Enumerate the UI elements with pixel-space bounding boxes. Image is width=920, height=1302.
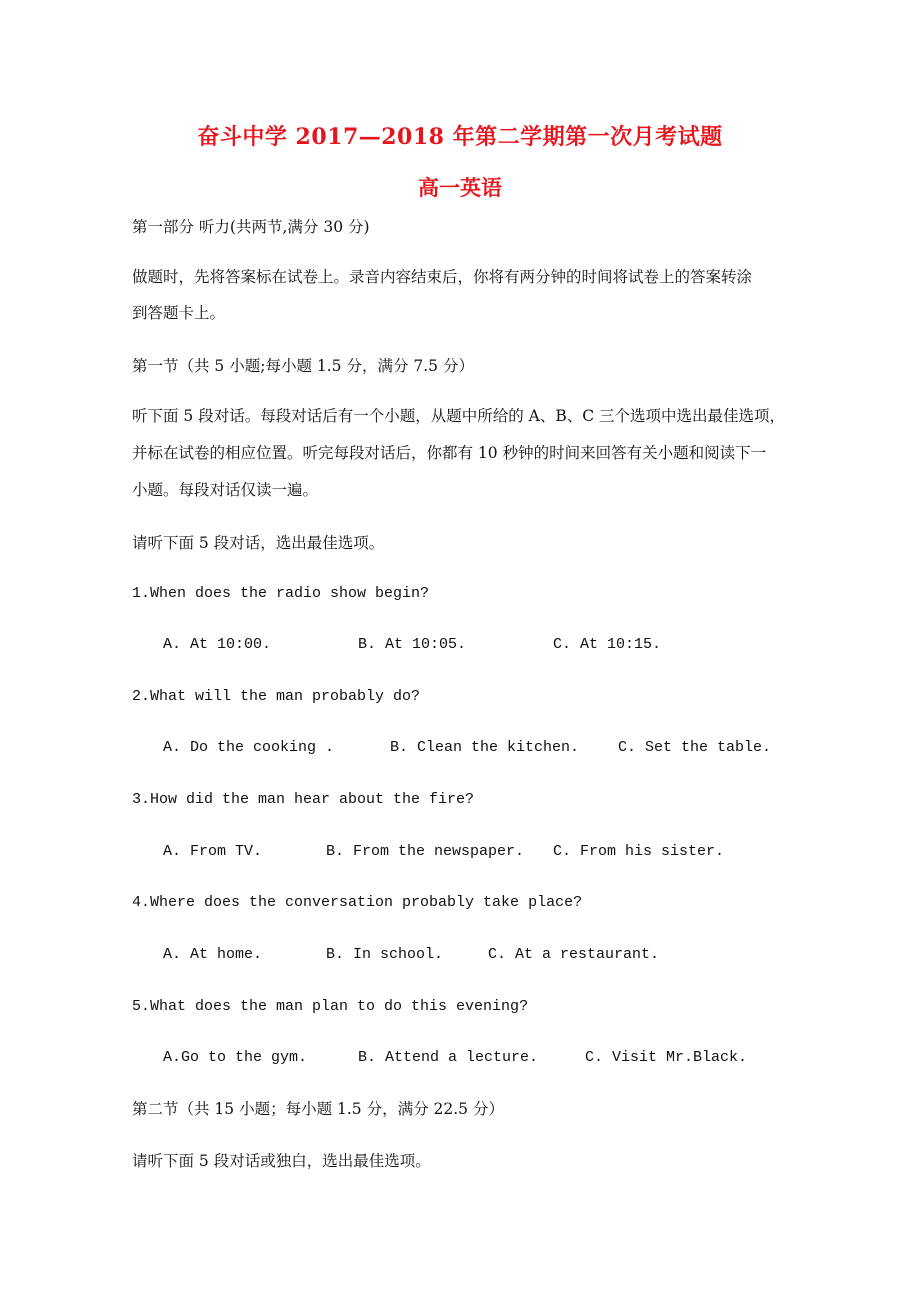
- part1-intro-line2: 到答题卡上。: [132, 304, 226, 322]
- section1-heading: 第一节（共 5 小题;每小题 1.5 分，满分 7.5 分）: [132, 357, 474, 375]
- question-4-option-a: A. At home.: [163, 946, 263, 963]
- section1-instruction-line1: 听下面 5 段对话。每段对话后有一个小题，从题中所给的 A、B、C 三个选项中选出最佳选项，: [132, 407, 786, 425]
- question-3: 3.How did the man hear about the fire?: [132, 791, 475, 808]
- exam-title: 奋斗中学 2017—2018 年第二学期第一次月考试题: [197, 124, 723, 150]
- section1-instruction-line2: 并标在试卷的相应位置。听完每段对话后，你都有 10 秒钟的时间来回答有关小题和阅读下一: [132, 444, 767, 462]
- question-1: 1.When does the radio show begin?: [132, 585, 430, 602]
- question-4: 4.Where does the conversation probably take place?: [132, 894, 583, 911]
- question-5: 5.What does the man plan to do this evening?: [132, 998, 529, 1015]
- question-3-option-b: B. From the newspaper.: [326, 843, 525, 860]
- question-4-option-c: C. At a restaurant.: [488, 946, 660, 963]
- question-3-option-c: C. From his sister.: [553, 843, 725, 860]
- part1-intro-line1: 做题时，先将答案标在试卷上。录音内容结束后，你将有两分钟的时间将试卷上的答案转涂: [132, 268, 753, 286]
- question-2: 2.What will the man probably do?: [132, 688, 421, 705]
- section2-heading: 第二节（共 15 小题；每小题 1.5 分，满分 22.5 分）: [132, 1100, 504, 1118]
- question-1-option-c: C. At 10:15.: [553, 636, 662, 653]
- section1-prompt: 请听下面 5 段对话，选出最佳选项。: [132, 534, 385, 552]
- question-5-option-b: B. Attend a lecture.: [358, 1049, 539, 1066]
- question-2-option-b: B. Clean the kitchen.: [390, 739, 580, 756]
- section1-instruction-line3: 小题。每段对话仅读一遍。: [132, 481, 319, 499]
- question-5-option-c: C. Visit Mr.Black.: [585, 1049, 748, 1066]
- question-4-option-b: B. In school.: [326, 946, 444, 963]
- question-1-option-b: B. At 10:05.: [358, 636, 467, 653]
- question-3-option-a: A. From TV.: [163, 843, 263, 860]
- question-5-option-a: A.Go to the gym.: [163, 1049, 308, 1066]
- question-2-option-a: A. Do the cooking .: [163, 739, 335, 756]
- question-2-option-c: C. Set the table.: [618, 739, 772, 756]
- exam-subtitle: 高一英语: [418, 175, 502, 200]
- part1-heading: 第一部分 听力(共两节,满分 30 分): [132, 218, 370, 236]
- question-1-option-a: A. At 10:00.: [163, 636, 272, 653]
- section2-prompt: 请听下面 5 段对话或独白，选出最佳选项。: [132, 1152, 431, 1170]
